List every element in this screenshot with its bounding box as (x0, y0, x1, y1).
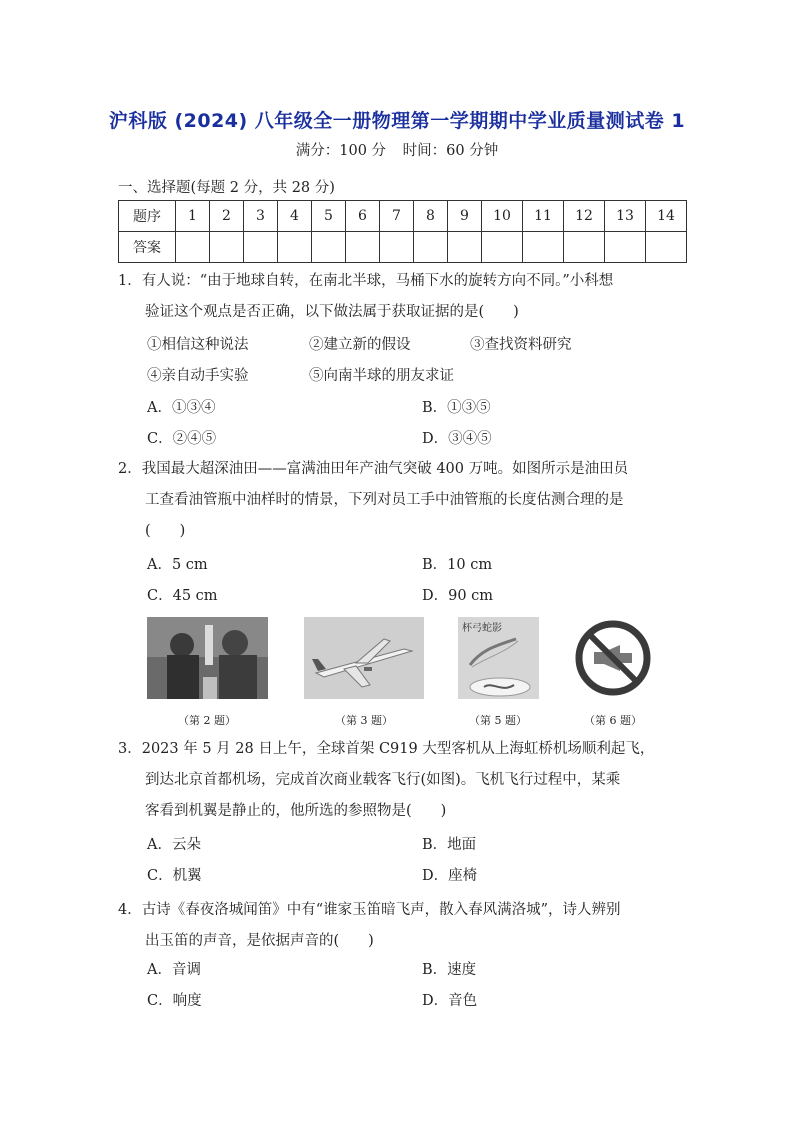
question-1-line: 1．有人说：“由于地球自转，在南北半球，马桶下水的旋转方向不同。”小科想 (118, 273, 614, 289)
answer-cell[interactable] (605, 232, 646, 263)
q2-option-a[interactable]: A．5 cm (147, 557, 208, 573)
question-4-line: 出玉笛的声音，是依据声音的( ) (145, 933, 374, 949)
q1-item: ⑤向南半球的朋友求证 (309, 368, 454, 384)
q2-option-c[interactable]: C．45 cm (147, 588, 218, 604)
answer-cell[interactable] (346, 232, 380, 263)
table-row-numbers (119, 201, 687, 232)
exam-meta (0, 139, 794, 160)
question-1-line: 验证这个观点是否正确，以下做法属于获取证据的是( ) (145, 304, 519, 320)
answer-table (118, 200, 687, 263)
caption-q5: （第 5 题） (469, 714, 527, 727)
table-cell-number: 3 (244, 201, 278, 232)
q1-item: ②建立新的假设 (309, 337, 411, 353)
table-cell-number: 5 (312, 201, 346, 232)
answer-cell[interactable] (176, 232, 210, 263)
q3-option-c[interactable]: C．机翼 (147, 868, 202, 884)
figure-c919-airplane (304, 617, 424, 699)
table-cell-number: 12 (564, 201, 605, 232)
q4-option-c[interactable]: C．响度 (147, 993, 202, 1009)
table-cell-number: 11 (523, 201, 564, 232)
question-3-line: 3．2023 年 5 月 28 日上午，全球首架 C919 大型客机从上海虹桥机场顺利起飞， (118, 741, 655, 757)
question-4 (118, 895, 698, 957)
caption-q3: （第 3 题） (335, 714, 393, 727)
question-1 (118, 266, 698, 328)
q4-option-d[interactable]: D．音色 (422, 993, 478, 1009)
q1-option-c[interactable]: C．②④⑤ (147, 431, 217, 447)
question-4-line: 4．古诗《春夜洛城闻笛》中有“谁家玉笛暗飞声，散入春风满洛城”，诗人辨别 (118, 902, 621, 918)
answer-cell[interactable] (414, 232, 448, 263)
q1-option-d[interactable]: D．③④⑤ (422, 431, 492, 447)
q1-option-a[interactable]: A．①③④ (147, 400, 216, 416)
answer-cell[interactable] (312, 232, 346, 263)
table-cell-number: 14 (646, 201, 687, 232)
q3-option-a[interactable]: A．云朵 (147, 837, 201, 853)
time-limit: 时间：60 分钟 (402, 143, 499, 159)
answer-cell[interactable] (564, 232, 605, 263)
figure-bow-snake (458, 617, 539, 699)
table-cell-number: 9 (448, 201, 482, 232)
question-2-line: ( ) (145, 523, 186, 539)
q4-option-b[interactable]: B．速度 (422, 962, 477, 978)
table-cell-number: 1 (176, 201, 210, 232)
question-2-line: 2．我国最大超深油田——富满油田年产油气突破 400 万吨。如图所示是油田员 (118, 461, 629, 477)
figure-oil-workers (147, 617, 268, 699)
answer-cell[interactable] (210, 232, 244, 263)
answer-cell[interactable] (482, 232, 523, 263)
question-3-line: 客看到机翼是静止的，他所选的参照物是( ) (145, 803, 447, 819)
fig5-label: 杯弓蛇影 (462, 623, 502, 634)
caption-q6: （第 6 题） (584, 714, 642, 727)
q2-option-b[interactable]: B．10 cm (422, 557, 493, 573)
answer-cell[interactable] (448, 232, 482, 263)
table-cell-number: 6 (346, 201, 380, 232)
table-cell-number: 4 (278, 201, 312, 232)
q1-item: ④亲自动手实验 (147, 368, 249, 384)
q3-option-d[interactable]: D．座椅 (422, 868, 478, 884)
table-cell-number: 7 (380, 201, 414, 232)
q1-option-b[interactable]: B．①③⑤ (422, 400, 491, 416)
exam-title: 沪科版 (2024) 八年级全一册物理第一学期期中学业质量测试卷 1 (108, 110, 686, 132)
answer-cell[interactable] (244, 232, 278, 263)
table-head-number: 题序 (119, 201, 176, 232)
answer-cell[interactable] (380, 232, 414, 263)
q4-option-a[interactable]: A．音调 (147, 962, 201, 978)
table-cell-number: 13 (605, 201, 646, 232)
q2-option-d[interactable]: D．90 cm (422, 588, 494, 604)
answer-cell[interactable] (278, 232, 312, 263)
answer-cell[interactable] (646, 232, 687, 263)
table-cell-number: 2 (210, 201, 244, 232)
answer-cell[interactable] (523, 232, 564, 263)
table-cell-number: 10 (482, 201, 523, 232)
section-heading: 一、选择题(每题 2 分，共 28 分) (118, 180, 335, 196)
table-row-answers (119, 232, 687, 263)
full-score: 满分：100 分 (295, 143, 387, 159)
q3-option-b[interactable]: B．地面 (422, 837, 477, 853)
question-3-line: 到达北京首都机场，完成首次商业载客飞行(如图)。飞机飞行过程中，某乘 (145, 772, 621, 788)
question-2-line: 工查看油管瓶中油样时的情景，下列对员工手中油管瓶的长度估测合理的是 (145, 492, 624, 508)
table-head-answer: 答案 (119, 232, 176, 263)
caption-q2: （第 2 题） (178, 714, 236, 727)
question-2 (118, 454, 698, 547)
question-3 (118, 734, 698, 827)
q1-item: ③查找资料研究 (470, 337, 572, 353)
table-cell-number: 8 (414, 201, 448, 232)
no-honking-icon (574, 619, 652, 697)
q1-item: ①相信这种说法 (147, 337, 249, 353)
